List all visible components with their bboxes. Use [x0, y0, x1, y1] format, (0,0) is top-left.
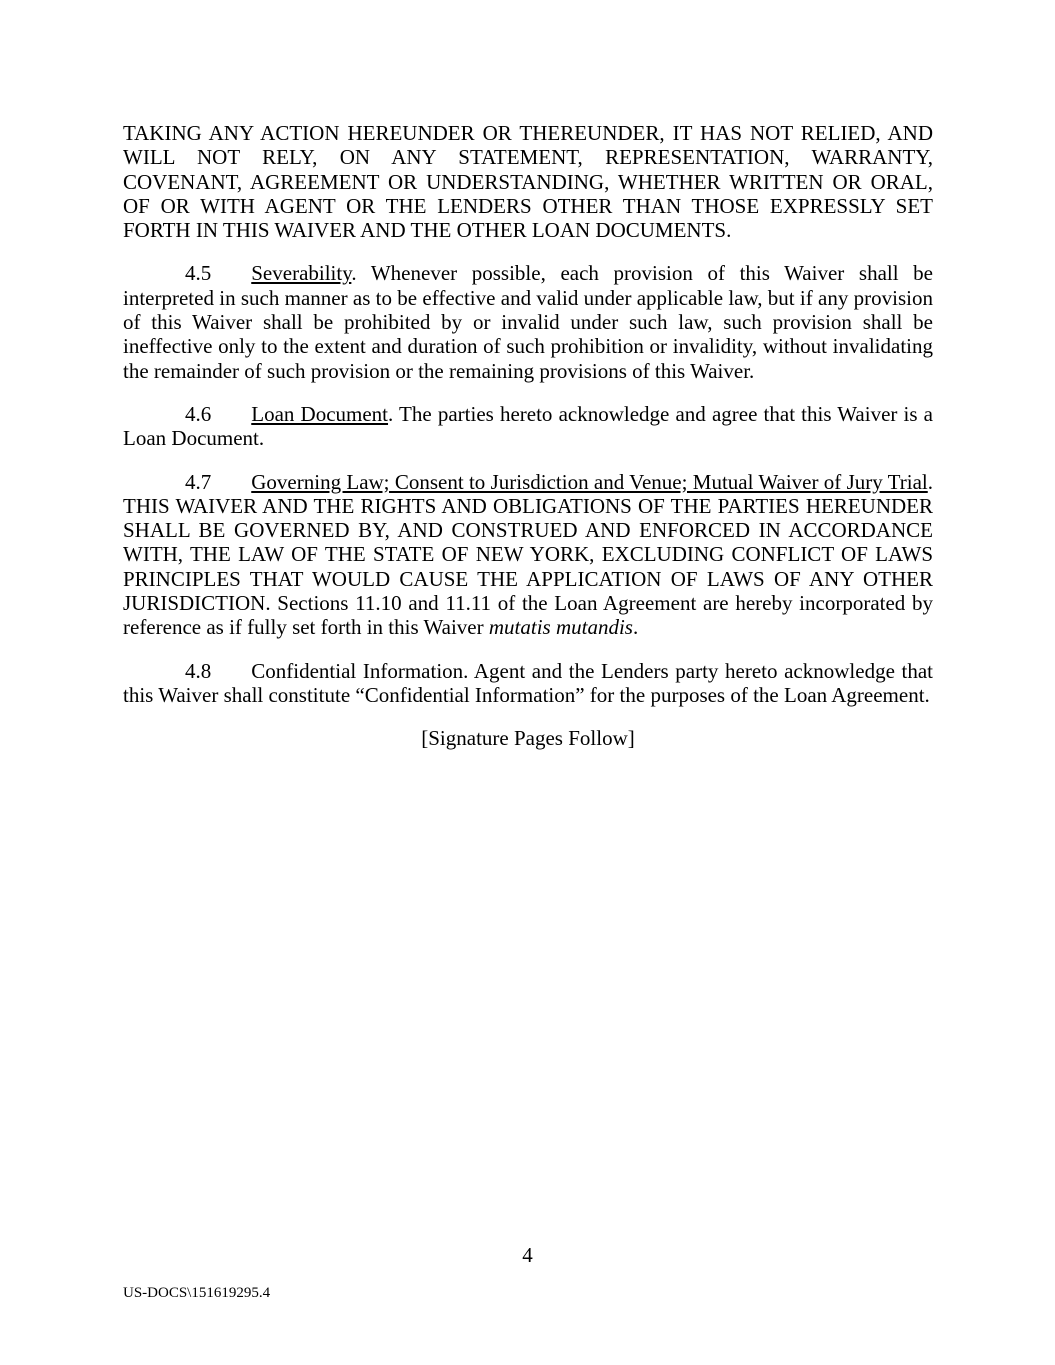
section-number: 4.8	[185, 658, 212, 683]
section-number: 4.6	[185, 401, 212, 426]
document-id-footer: US-DOCS\151619295.4	[123, 1285, 271, 1301]
continuation-paragraph: TAKING ANY ACTION HEREUNDER OR THEREUNDER, IT HAS NOT RELIED, AND WILL NOT RELY, ON ANY STATEMENT, REPRESENTATION, WARRANTY, COVENANT, AGREEMENT OR UNDERSTANDING, WHETHER WRITTEN OR ORAL, OF OR WITH AGENT OR THE LENDERS OTHER THAN THOSE EXPRESSLY SET FORTH IN THIS WAIVER AND THE OTHER LOAN DOCUMENTS.	[123, 121, 933, 243]
section-body-italic-phrase: mutatis mutandis	[488, 615, 633, 640]
section-number: 4.7	[185, 469, 212, 494]
section-body-tail: .	[632, 615, 639, 640]
section-heading: Loan Document	[251, 401, 389, 426]
section-heading: Severability	[251, 261, 352, 286]
section-heading-separator: .	[351, 261, 371, 286]
page-number: 4	[522, 1243, 533, 1267]
section-4-5	[123, 261, 933, 382]
section-number: 4.5	[185, 261, 212, 286]
section-heading-separator: .	[388, 401, 400, 426]
document-body	[123, 121, 933, 770]
section-heading: Governing Law; Consent to Jurisdiction and Venue; Mutual Waiver of Jury Trial	[251, 469, 928, 494]
section-4-7	[123, 470, 933, 640]
section-heading: Confidential Information.	[251, 658, 469, 683]
section-4-6	[123, 402, 933, 451]
section-body: Agent and the Lenders party hereto acknowledge that this Waiver shall constitute “Confidential Information” for the purposes of the Loan Agreement.	[123, 658, 933, 707]
section-body: Whenever possible, each provision of this Waiver shall be interpreted in such manner as to be effective and valid under applicable law, but if any provision of this Waiver shall be prohibited by or invalid under such law, such provision shall be ineffective only to the extent and duration of such prohibition or invalidity, without invalidating the remainder of such provision or the remaining provisions of this Waiver.	[123, 261, 933, 383]
section-heading-separator: .	[927, 469, 933, 494]
section-body: The parties hereto acknowledge and agree that this Waiver is a Loan Document.	[123, 401, 934, 451]
section-body: THIS WAIVER AND THE RIGHTS AND OBLIGATIONS OF THE PARTIES HEREUNDER SHALL BE GOVERNED BY, AND CONSTRUED AND ENFORCED IN ACCORDANCE WITH, THE LAW OF THE STATE OF NEW YORK, EXCLUDING CONFLICT OF LAWS PRINCIPLES THAT WOULD CAUSE THE APPLICATION OF LAWS OF ANY OTHER JURISDICTION. Sections 11.10 and 11.11 of the Loan Agreement are hereby incorporated by reference as if fully set forth in this Waiver	[123, 493, 933, 640]
section-4-8	[123, 659, 933, 708]
signature-pages-note: [Signature Pages Follow]	[421, 726, 635, 751]
